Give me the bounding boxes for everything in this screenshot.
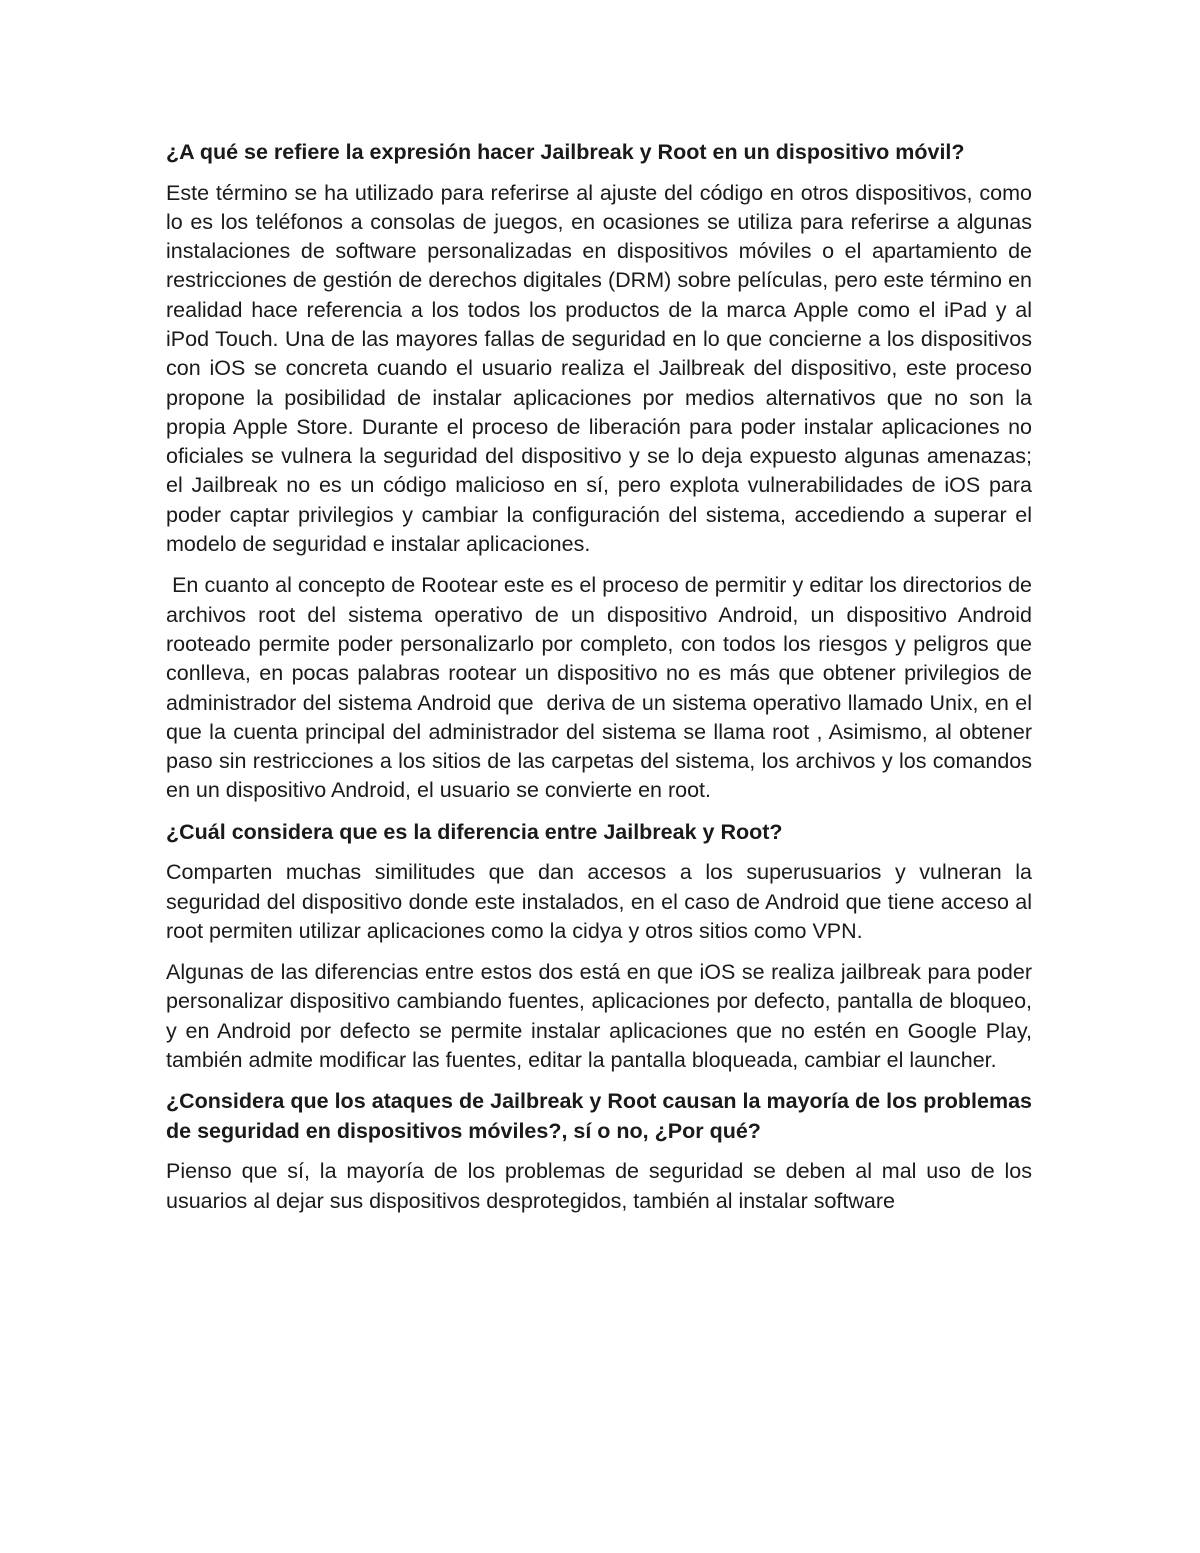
question-heading: ¿Cuál considera que es la diferencia entre Jailbreak y Root? xyxy=(166,819,783,844)
body-paragraph: Este término se ha utilizado para referirse al ajuste del código en otros dispositivos, como lo es los teléfonos a consolas de juegos, en ocasiones se utiliza para referirse a algunas instalaciones de software personalizadas en dispositivos móviles o el apartamiento de restricciones de gestión de derechos digitales (DRM) sobre películas, pero este término en realidad hace referencia a los todos los productos de la marca Apple como el iPad y al iPod Touch. Una de las mayores fallas de seguridad en lo que concierne a los dispositivos con iOS se concreta cuando el usuario realiza el Jailbreak del dispositivo, este proceso propone la posibilidad de instalar aplicaciones por medios alternativos que no son la propia Apple Store. Durante el proceso de liberación para poder instalar aplicaciones no oficiales se vulnera la seguridad del dispositivo y se lo deja expuesto algunas amenazas; el Jailbreak no es un código malicioso en sí, pero explota vulnerabilidades de iOS para poder captar privilegios y cambiar la configuración del sistema, accediendo a superar el modelo de seguridad e instalar aplicaciones. xyxy=(166,180,1032,557)
question-heading: ¿A qué se refiere la expresión hacer Jailbreak y Root en un dispositivo móvil? xyxy=(166,140,965,164)
body-paragraph: Algunas de las diferencias entre estos dos está en que iOS se realiza jailbreak para poder personalizar dispositivo cambiando fuentes, aplicaciones por defecto, pantalla de bloqueo, y en Android por defecto se permite instalar aplicaciones que no estén en Google Play, también admite modificar las fuentes, editar la pantalla bloqueada, cambiar el launcher. xyxy=(166,960,1032,1073)
body-paragraph: Pienso que sí, la mayoría de los problemas de seguridad se deben al mal uso de los usuarios al dejar sus dispositivos desprotegidos, también al instalar software xyxy=(166,1159,1032,1213)
question-heading: ¿Considera que los ataques de Jailbreak y Root causan la mayoría de los problemas de seguridad en dispositivos móviles?, sí o no, ¿Por qué? xyxy=(166,1089,1032,1143)
body-paragraph: En cuanto al concepto de Rootear este es el proceso de permitir y editar los directorios de archivos root del sistema operativo de un dispositivo Android, un dispositivo Android rooteado permite poder personalizarlo por completo, con todos los riesgos y peligros que conlleva, en pocas palabras rootear un dispositivo no es más que obtener privilegios de administrador del sistema Android que deriva de un sistema operativo llamado Unix, en el que la cuenta principal del administrador del sistema se llama root , Asimismo, al obtener paso sin restricciones a los sitios de las carpetas del sistema, los archivos y los comandos en un dispositivo Android, el usuario se convierte en root. xyxy=(166,573,1038,803)
body-paragraph: Comparten muchas similitudes que dan accesos a los superusuarios y vulneran la seguridad del dispositivo donde este instalados, en el caso de Android que tiene acceso al root permiten utilizar aplicaciones como la cidya y otros sitios como VPN. xyxy=(166,860,1032,943)
document-body xyxy=(166,138,1038,1228)
